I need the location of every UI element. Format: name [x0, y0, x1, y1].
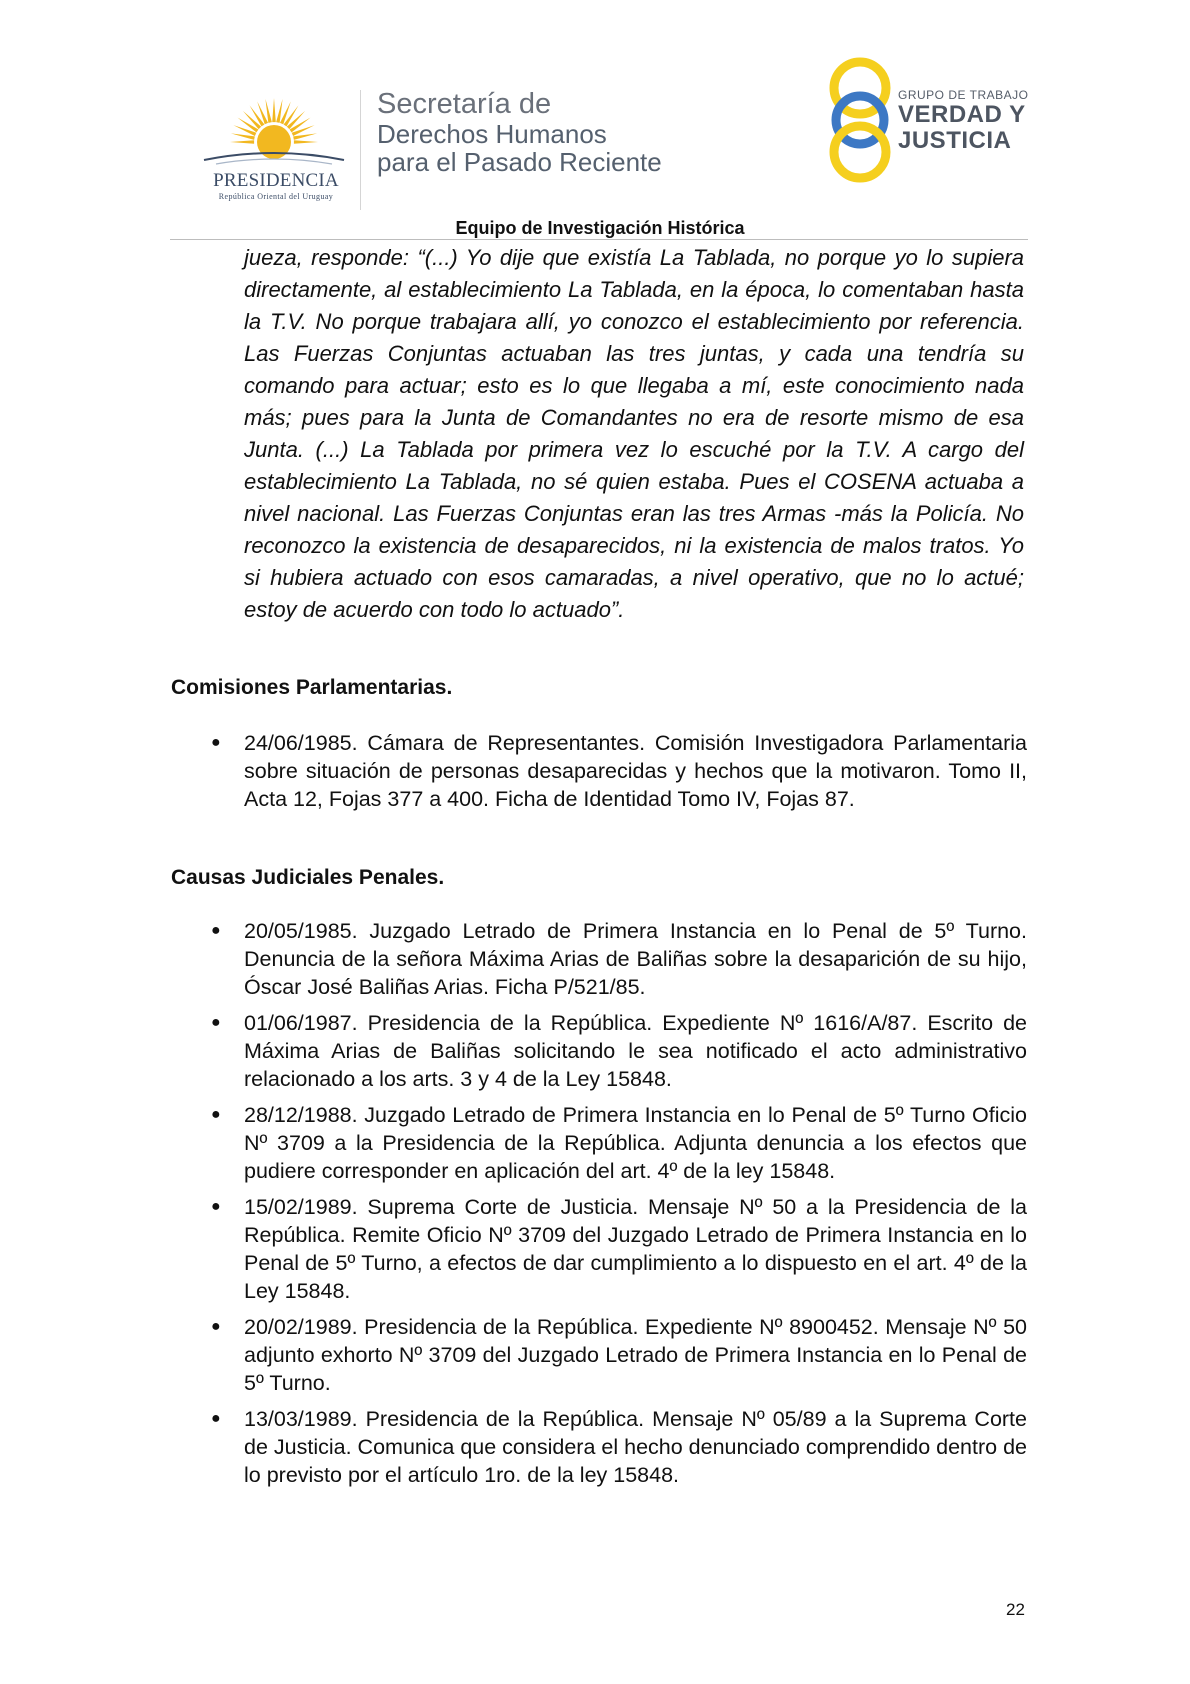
list-item [205, 1313, 1027, 1397]
bullet-icon: ● [211, 1318, 221, 1335]
sun-ray [294, 140, 318, 144]
gtvj-line-3: JUSTICIA [898, 127, 1012, 154]
list-item-text: 15/02/1989. Suprema Corte de Justicia. Mensaje Nº 50 a la Presidencia de la República. Remite Oficio Nº 3709 del Juzgado Letrado de Primera Instancia en lo Penal de 5º Turno, a efectos de dar cumplimiento a lo dispuesto en el art. 4º de la Ley 15848. [244, 1195, 1027, 1303]
verdad-justicia-rings-icon [820, 54, 900, 184]
page-header-logos [0, 50, 1190, 201]
list-item-text: 01/06/1987. Presidencia de la República. Expediente Nº 1616/A/87. Escrito de Máxima Arias de Baliñas solicitando le sea notificado el acto administrativo relacionado a los arts. 3 y 4 de la Ley 15848. [244, 1011, 1027, 1091]
list-item [205, 729, 1027, 813]
list-item [205, 1101, 1027, 1185]
sun-ray [276, 99, 282, 123]
list-item [205, 1009, 1027, 1093]
page-number: 22 [1006, 1600, 1025, 1619]
list-item-text: 28/12/1988. Juzgado Letrado de Primera Instancia en lo Penal de 5º Turno Oficio Nº 3709 a la Presidencia de la República. Adjunta denuncia a los efectos que pudiere corresponder en aplicación del art. 4º de la ley 15848. [244, 1103, 1027, 1183]
list-item-text: 20/02/1989. Presidencia de la República. Expediente Nº 8900452. Mensaje Nº 50 adjunto exhorto Nº 3709 del Juzgado Letrado de Primera Instancia en lo Penal de 5º Turno. [244, 1315, 1027, 1395]
sun-ray [231, 133, 255, 139]
presidencia-logo [196, 80, 352, 206]
causas-list [205, 917, 1027, 1497]
bullet-icon: ● [211, 1106, 221, 1123]
sun-ray [272, 98, 276, 122]
bullet-icon: ● [211, 1410, 221, 1427]
bullet-icon: ● [211, 1198, 221, 1215]
secretaria-line-3: para el Pasado Reciente [377, 147, 662, 177]
section-heading-causas: Causas Judiciales Penales. [171, 866, 445, 889]
comisiones-list [205, 729, 1027, 813]
sun-ray [265, 99, 271, 123]
secretaria-line-1: Secretaría de [377, 88, 552, 120]
secretaria-line-2: Derechos Humanos [377, 119, 607, 149]
secretaria-logo-text [377, 89, 662, 176]
list-item-text: 20/05/1985. Juzgado Letrado de Primera Instancia en lo Penal de 5º Turno. Denuncia de la señora Máxima Arias de Baliñas sobre la desaparición de su hijo, Óscar José Baliñas Arias. Ficha P/521/85. [244, 919, 1027, 999]
gtvj-line-2: VERDAD Y [898, 101, 1026, 128]
bullet-icon: ● [211, 1014, 221, 1031]
header-divider [170, 239, 1028, 240]
section-heading-comisiones: Comisiones Parlamentarias. [171, 676, 453, 699]
list-item [205, 917, 1027, 1001]
header-title: Equipo de Investigación Histórica [455, 218, 745, 238]
testimony-quote: jueza, responde: “(...) Yo dije que existía La Tablada, no porque yo lo supiera directamente, al establecimiento La Tablada, en la época, lo comentaban hasta la T.V. No porque trabajara allí, yo conozco el establecimiento por referencia. Las Fuerzas Conjuntas actuaban las tres juntas, y cada una tendría su comando para actuar; esto es lo que llegaba a mí, este conocimiento nada más; pues para la Junta de Comandantes no era de resorte mismo de esa Junta. (...) La Tablada por primera vez lo escuché por la T.V. A cargo del establecimiento La Tablada, no sé quien estaba. Pues el COSENA actuaba a nivel nacional. Las Fuerzas Conjuntas eran las tres Armas -más la Policía. No reconozco la existencia de desaparecidos, ni la existencia de malos tratos. Yo si hubiera actuado con esos camaradas, a nivel operativo, que no lo actué; estoy de acuerdo con todo lo actuado”. [244, 245, 1024, 622]
verdad-justicia-logo-text [898, 88, 1028, 154]
sun-ray [230, 140, 254, 144]
presidencia-name: PRESIDENCIA [213, 170, 339, 191]
list-item [205, 1405, 1027, 1489]
bullet-icon: ● [211, 734, 221, 751]
list-item-text: 13/03/1989. Presidencia de la República. Mensaje Nº 05/89 a la Suprema Corte de Justicia. Comunica que considera el hecho denunciado comprendido dentro de lo previsto por el artículo 1ro. de la ley 15848. [244, 1407, 1027, 1487]
sun-ray [293, 133, 317, 139]
list-item-text: 24/06/1985. Cámara de Representantes. Comisión Investigadora Parlamentaria sobre situación de personas desaparecidas y hechos que la motivaron. Tomo II, Acta 12, Fojas 377 a 400. Ficha de Identidad Tomo IV, Fojas 87. [244, 731, 1027, 811]
sun-emblem-icon [196, 80, 352, 170]
presidencia-subtitle: República Oriental del Uruguay [218, 192, 334, 201]
bullet-icon: ● [211, 922, 221, 939]
gtvj-line-1: GRUPO DE TRABAJO [898, 88, 1029, 102]
list-item [205, 1193, 1027, 1305]
logo-divider [360, 90, 361, 210]
